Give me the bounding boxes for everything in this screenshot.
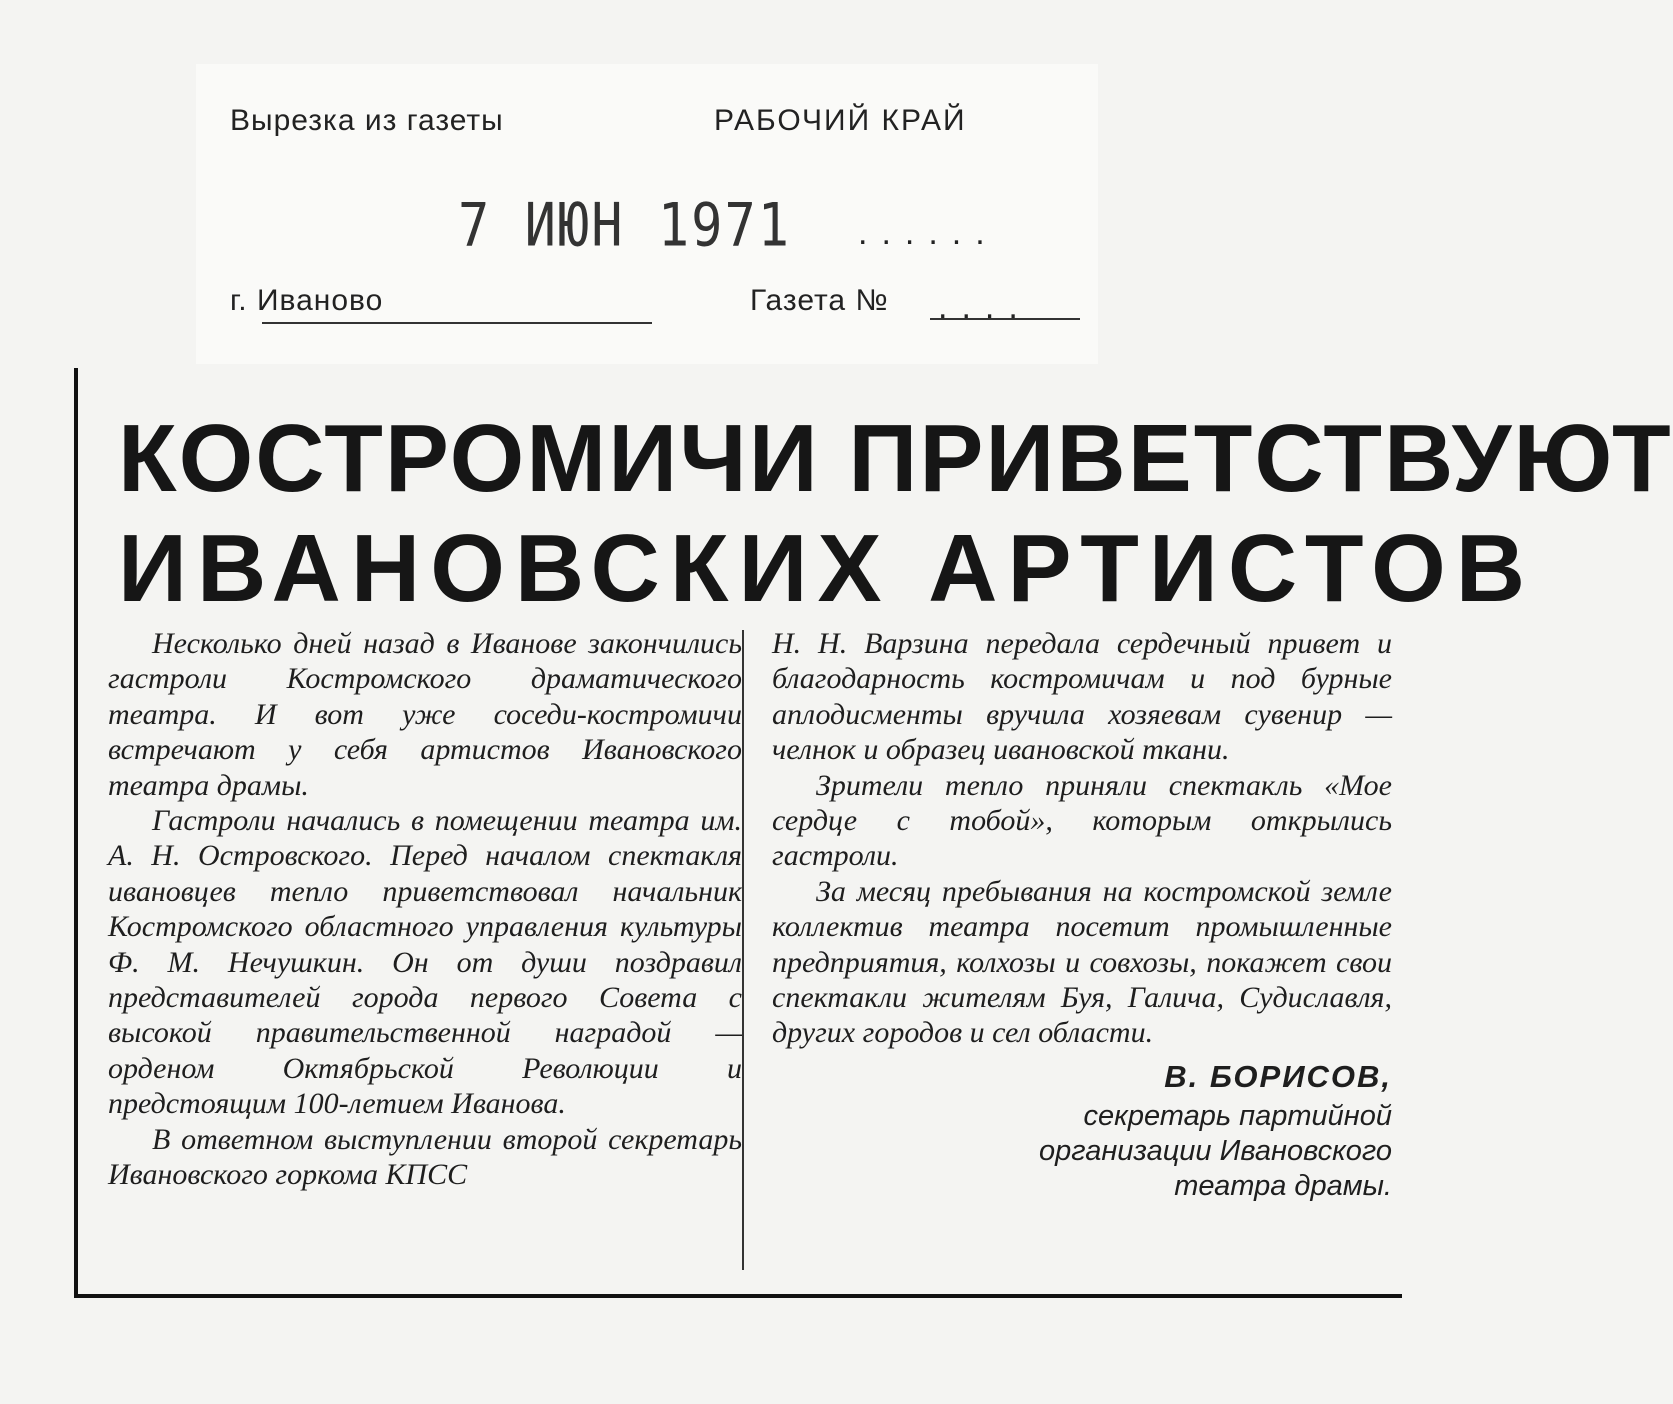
left-paragraph-2: Гастроли начались в помещении театра им. А. Н. Островского. Перед началом спектакля ивановцев тепло приветствовал начальник Костромского областного управления культуры Ф. М. Нечушкин. Он от души поздравил представителей города первого Совета с высокой правительственной наградой — орденом Октябрьской Революции и предстоящим 100-летием Иванова.	[108, 804, 742, 1121]
headline-line-1: КОСТРОМИЧИ ПРИВЕТСТВУЮТ	[118, 405, 1673, 512]
headline-line-2: ИВАНОВСКИХ АРТИСТОВ	[118, 515, 1536, 622]
article-headline	[118, 404, 1673, 624]
signature-name: В. БОРИСОВ,	[1164, 1058, 1392, 1094]
newspaper-article	[74, 368, 1673, 1298]
left-column	[108, 626, 742, 1193]
city-underline	[262, 322, 652, 324]
issue-label: Газета №	[750, 284, 889, 317]
signature-role-1: секретарь партийной	[1083, 1099, 1392, 1132]
date-stamp: 7 ИЮН 1971	[458, 191, 792, 261]
right-paragraph-2: Зрители тепло приняли спектакль «Мое сердце с тобой», которым открылись гастроли.	[772, 768, 1392, 873]
signature-block	[772, 1059, 1392, 1209]
date-dots: ......	[858, 214, 999, 252]
right-paragraph-3: За месяц пребывания на костромской земле коллектив театра посетит промышленные предприятия, колхозы и совхозы, покажет свои спектакли жителям Буя, Галича, Судиславля, других городов и сел области.	[772, 874, 1392, 1050]
signature-role-3: театра драмы.	[1174, 1169, 1392, 1202]
column-divider	[742, 630, 744, 1270]
city-label: г. Иваново	[230, 284, 384, 317]
right-paragraph-1: Н. Н. Варзина передала сердечный привет и благодарность костромичам и под бурные аплодисменты вручила хозяевам сувенир — челнок и образец ивановской ткани.	[772, 627, 1392, 767]
clipping-label: Вырезка из газеты	[230, 104, 504, 137]
right-column	[772, 626, 1392, 1209]
signature-role-2: организации Ивановского	[1038, 1134, 1392, 1167]
issue-dots: ....	[938, 288, 1032, 326]
left-paragraph-3: В ответном выступлении второй секретарь Ивановского горкома КПСС	[108, 1122, 742, 1192]
issue-underline	[930, 318, 1080, 320]
left-paragraph-1: Несколько дней назад в Иванове закончились гастроли Костромского драматического театра. И вот уже соседи-костромичи встречают у себя артистов Ивановского театра драмы.	[108, 627, 742, 802]
newspaper-name: РАБОЧИЙ КРАЙ	[714, 104, 967, 137]
